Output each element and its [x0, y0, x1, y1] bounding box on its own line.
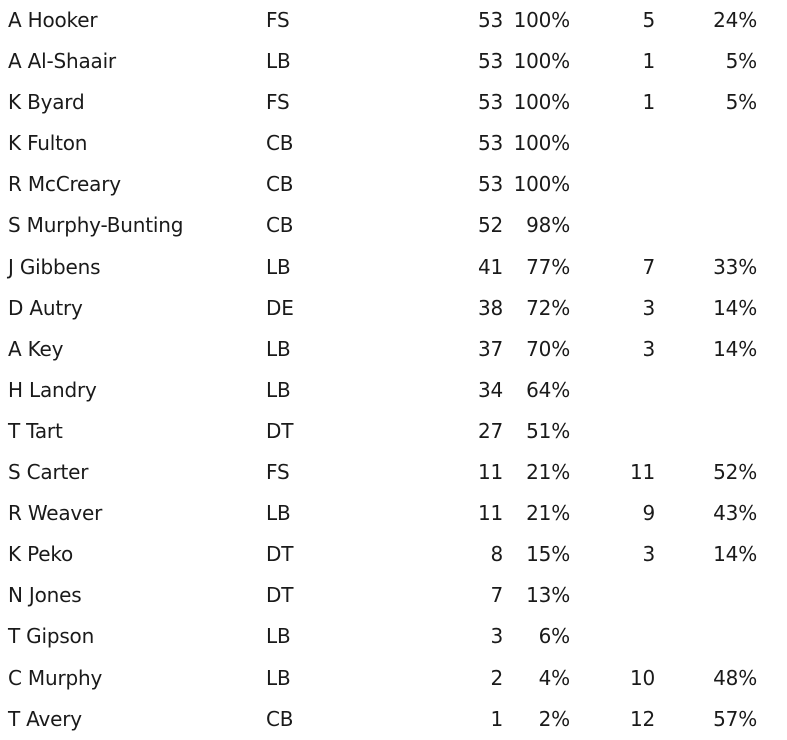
table-row: [0, 616, 787, 657]
table-row: [0, 247, 787, 288]
defense-snap-pct: 100%: [513, 90, 570, 115]
player-position: DT: [266, 418, 294, 443]
player-position: LB: [266, 377, 291, 402]
defense-snap-pct: 100%: [513, 49, 570, 74]
player-name: T Avery: [8, 706, 82, 731]
special-teams-snaps: 3: [642, 542, 655, 567]
player-position: CB: [266, 131, 294, 156]
defense-snaps: 8: [490, 542, 503, 567]
special-teams-snap-pct: 48%: [713, 665, 757, 690]
defense-snaps: 41: [477, 254, 503, 279]
special-teams-snap-pct: 14%: [713, 295, 757, 320]
defense-snaps: 52: [477, 213, 503, 238]
table-row: [0, 329, 787, 370]
defense-snap-pct: 21%: [526, 460, 570, 485]
table-row: [0, 658, 787, 699]
defense-snap-pct: 13%: [526, 583, 570, 608]
player-position: LB: [266, 49, 291, 74]
defense-snap-pct: 98%: [526, 213, 570, 238]
table-row: [0, 123, 787, 164]
player-name: C Murphy: [8, 665, 103, 690]
player-position: FS: [266, 90, 290, 115]
table-row: [0, 164, 787, 205]
player-name: K Peko: [8, 542, 74, 567]
player-position: CB: [266, 213, 294, 238]
defense-snap-pct: 70%: [526, 336, 570, 361]
defense-snaps: 53: [477, 172, 503, 197]
defense-snaps: 3: [490, 624, 503, 649]
defense-snap-pct: 4%: [538, 665, 570, 690]
special-teams-snaps: 3: [642, 295, 655, 320]
player-name: J Gibbens: [8, 254, 101, 279]
defense-snaps: 7: [490, 583, 503, 608]
defense-snap-pct: 64%: [526, 377, 570, 402]
player-position: DT: [266, 583, 294, 608]
special-teams-snap-pct: 57%: [713, 706, 757, 731]
player-name: H Landry: [8, 377, 97, 402]
defense-snap-pct: 6%: [538, 624, 570, 649]
special-teams-snaps: 5: [642, 8, 655, 32]
defense-snap-pct: 77%: [526, 254, 570, 279]
defense-snap-pct: 100%: [513, 8, 570, 32]
player-position: LB: [266, 336, 291, 361]
player-name: A Key: [8, 336, 64, 361]
special-teams-snaps: 1: [642, 49, 655, 74]
player-position: CB: [266, 706, 294, 731]
player-position: FS: [266, 460, 290, 485]
player-name: R Weaver: [8, 501, 103, 526]
defense-snap-pct: 100%: [513, 131, 570, 156]
table-row: [0, 205, 787, 246]
defense-snaps: 53: [477, 131, 503, 156]
special-teams-snaps: 11: [629, 460, 655, 485]
table-row: [0, 575, 787, 616]
special-teams-snap-pct: 14%: [713, 336, 757, 361]
defense-snaps: 53: [477, 49, 503, 74]
player-name: T Tart: [8, 418, 63, 443]
player-position: LB: [266, 254, 291, 279]
player-name: K Fulton: [8, 131, 88, 156]
player-name: N Jones: [8, 583, 82, 608]
player-position: CB: [266, 172, 294, 197]
table-row: [0, 82, 787, 123]
table-row: [0, 288, 787, 329]
player-position: LB: [266, 501, 291, 526]
special-teams-snap-pct: 52%: [713, 460, 757, 485]
defense-snaps: 1: [490, 706, 503, 731]
special-teams-snap-pct: 24%: [713, 8, 757, 32]
defense-snaps: 11: [477, 501, 503, 526]
defense-snap-pct: 72%: [526, 295, 570, 320]
player-name: R McCreary: [8, 172, 121, 197]
defense-snap-pct: 21%: [526, 501, 570, 526]
player-position: LB: [266, 624, 291, 649]
player-name: S Murphy-Bunting: [8, 213, 184, 238]
defense-snaps: 34: [477, 377, 503, 402]
table-row: [0, 411, 787, 452]
player-name: A Hooker: [8, 8, 98, 32]
special-teams-snaps: 10: [629, 665, 655, 690]
table-row: [0, 452, 787, 493]
special-teams-snaps: 9: [642, 501, 655, 526]
defense-snaps: 37: [477, 336, 503, 361]
player-name: T Gipson: [8, 624, 95, 649]
special-teams-snaps: 12: [629, 706, 655, 731]
special-teams-snap-pct: 14%: [713, 542, 757, 567]
table-row: [0, 370, 787, 411]
table-row: [0, 0, 787, 41]
defense-snaps: 53: [477, 90, 503, 115]
special-teams-snap-pct: 43%: [713, 501, 757, 526]
player-name: K Byard: [8, 90, 85, 115]
defense-snap-pct: 51%: [526, 418, 570, 443]
table-row: [0, 534, 787, 575]
player-name: S Carter: [8, 460, 89, 485]
player-name: A Al-Shaair: [8, 49, 116, 74]
player-position: LB: [266, 665, 291, 690]
defense-snaps: 38: [477, 295, 503, 320]
player-position: FS: [266, 8, 290, 32]
player-name: D Autry: [8, 295, 83, 320]
defense-snaps: 53: [477, 8, 503, 32]
defense-snaps: 2: [490, 665, 503, 690]
player-position: DT: [266, 542, 294, 567]
special-teams-snap-pct: 33%: [713, 254, 757, 279]
defense-snaps: 27: [477, 418, 503, 443]
defense-snap-pct: 15%: [526, 542, 570, 567]
special-teams-snap-pct: 5%: [725, 49, 757, 74]
special-teams-snaps: 3: [642, 336, 655, 361]
table-row: [0, 41, 787, 82]
special-teams-snaps: 7: [642, 254, 655, 279]
table-row: [0, 493, 787, 534]
special-teams-snaps: 1: [642, 90, 655, 115]
defense-snap-pct: 2%: [538, 706, 570, 731]
defense-snaps: 11: [477, 460, 503, 485]
defense-snap-pct: 100%: [513, 172, 570, 197]
special-teams-snap-pct: 5%: [725, 90, 757, 115]
player-position: DE: [266, 295, 294, 320]
